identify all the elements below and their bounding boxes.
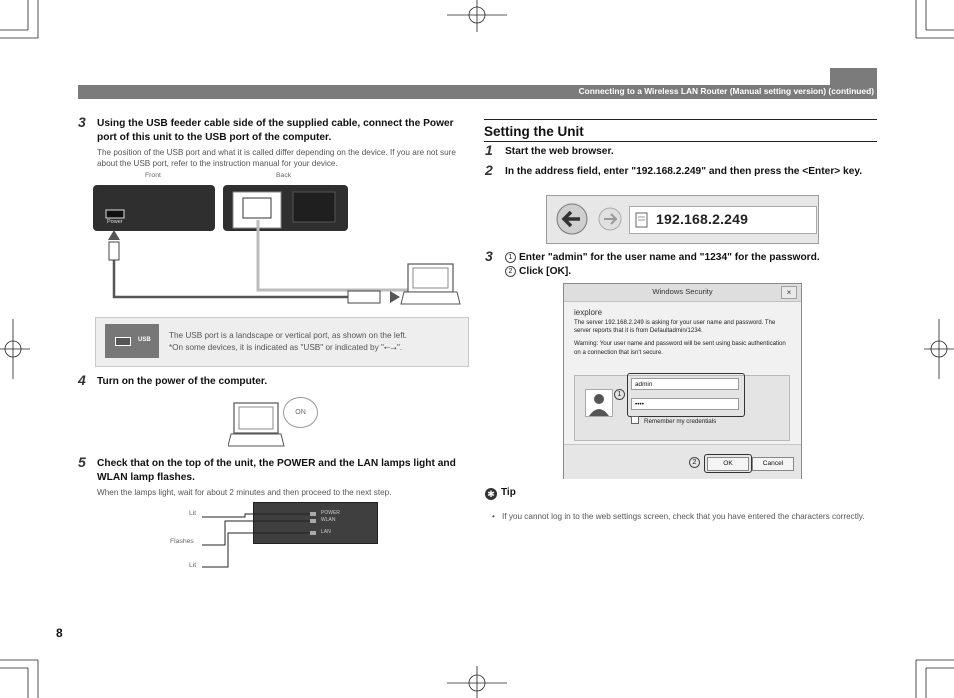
- setup-step-3-line-2-text: Click [OK].: [519, 266, 572, 277]
- label-back: Back: [276, 172, 292, 179]
- label-front: Front: [145, 172, 161, 179]
- ok-button[interactable]: OK: [707, 457, 749, 471]
- step-3-title: Using the USB feeder cable side of the supplied cable, connect the Power port of this unit to the USB port of the computer.: [97, 118, 454, 143]
- close-icon[interactable]: ×: [781, 286, 797, 299]
- usb-note-line-1: The USB port is a landscape or vertical port, as shown on the left.: [169, 331, 408, 340]
- username-field[interactable]: admin: [631, 378, 739, 390]
- page-number: 8: [56, 626, 63, 640]
- browser-address-bar: [546, 195, 819, 244]
- page-icon: [634, 212, 650, 228]
- step-5-title: Check that on the top of the unit, the POWER and the LAN lamps light and WLAN lamp flashes.: [97, 458, 456, 483]
- lamp-leader-lines: [200, 500, 320, 572]
- dialog-app-name: iexplore: [574, 308, 603, 317]
- user-avatar-icon: [585, 389, 613, 417]
- header-tab: [830, 68, 877, 85]
- setup-step-3-line-1: [505, 251, 875, 265]
- cancel-button[interactable]: Cancel: [752, 457, 794, 471]
- section-underline: [484, 141, 877, 142]
- state-lit-power: Lit: [189, 510, 197, 517]
- on-indicator: ON: [283, 397, 318, 428]
- lamp-wlan-label: WLAN: [321, 517, 336, 523]
- address-text: 192.168.2.249: [656, 211, 749, 227]
- usb-connection-illustration: [88, 180, 468, 310]
- setup-step-3-number: 3: [485, 248, 493, 264]
- dialog-marker-2: 2: [689, 457, 700, 468]
- dialog-message-1: The server 192.168.2.249 is asking for your user name and password. The server reports that it is from Defaultadmin/1234.: [574, 319, 776, 335]
- bullet-icon: •: [492, 512, 495, 521]
- step-5-note: When the lamps light, wait for about 2 minutes and then proceed to the next step.: [97, 488, 392, 497]
- usb-plug-icon: [115, 337, 131, 346]
- credentials-panel: [574, 375, 790, 441]
- tip-bullet: [492, 511, 877, 522]
- dialog-message-2: Warning: Your user name and password will be sent using basic authentication on a connection that isn't secure.: [574, 340, 786, 356]
- dialog-footer: [564, 444, 801, 479]
- lamp-lan-label: LAN: [321, 529, 331, 535]
- usb-note-text: [169, 330, 469, 354]
- marker-1: 1: [505, 252, 516, 263]
- tip-bullet-text: If you cannot log in to the web settings screen, check that you have entered the characters correctly.: [502, 512, 865, 521]
- step-4-title: Turn on the power of the computer.: [97, 376, 268, 387]
- usb-note-line-2: *On some devices, it is indicated as "USB" or indicated by "⭠⭢".: [169, 343, 403, 352]
- setup-step-3-line-2: [505, 265, 875, 279]
- step-3-number: 3: [78, 114, 86, 130]
- tip-heading: [485, 487, 516, 500]
- usb-port-icon: [105, 324, 159, 358]
- dialog-message: [574, 319, 794, 357]
- back-forward-icons: [555, 202, 625, 236]
- setup-step-1-text: Start the web browser.: [505, 146, 614, 157]
- remember-checkbox[interactable]: [631, 416, 639, 424]
- tip-title: Tip: [501, 487, 516, 498]
- marker-2: 2: [505, 266, 516, 277]
- usb-port-label: USB: [138, 337, 151, 343]
- setup-step-1-number: 1: [485, 142, 493, 158]
- state-lit-lan: Lit: [189, 562, 197, 569]
- laptop-icon: [228, 400, 288, 450]
- setup-step-2-text: In the address field, enter "192.168.2.249" and then press the <Enter> key.: [505, 166, 863, 177]
- lamp-power-label: POWER: [321, 510, 340, 516]
- step-4-number: 4: [78, 372, 86, 388]
- password-field[interactable]: ••••: [631, 398, 739, 410]
- step-3-note: The position of the USB port and what it is called differ depending on the device. If you are not sure about the USB port, refer to the instruction manual for your device.: [97, 148, 456, 168]
- label-power: Power: [107, 219, 123, 225]
- section-title: Setting the Unit: [484, 124, 584, 139]
- tip-icon: ✱: [485, 488, 497, 500]
- setup-step-2-number: 2: [485, 162, 493, 178]
- dialog-title: Windows Security: [652, 287, 713, 296]
- remember-credentials[interactable]: [631, 416, 716, 425]
- usb-note-box: [95, 317, 469, 367]
- step-5-number: 5: [78, 454, 86, 470]
- windows-security-dialog: [563, 283, 802, 479]
- state-flashes-wlan: Flashes: [170, 538, 194, 545]
- remember-label: Remember my credentials: [644, 418, 717, 425]
- address-field[interactable]: [629, 206, 817, 234]
- section-rule: [484, 119, 877, 120]
- setup-step-3-line-1-text: Enter "admin" for the user name and "1234" for the password.: [519, 252, 820, 263]
- header-title: Connecting to a Wireless LAN Router (Manual setting version) (continued): [578, 86, 874, 96]
- dialog-marker-1: 1: [614, 389, 625, 400]
